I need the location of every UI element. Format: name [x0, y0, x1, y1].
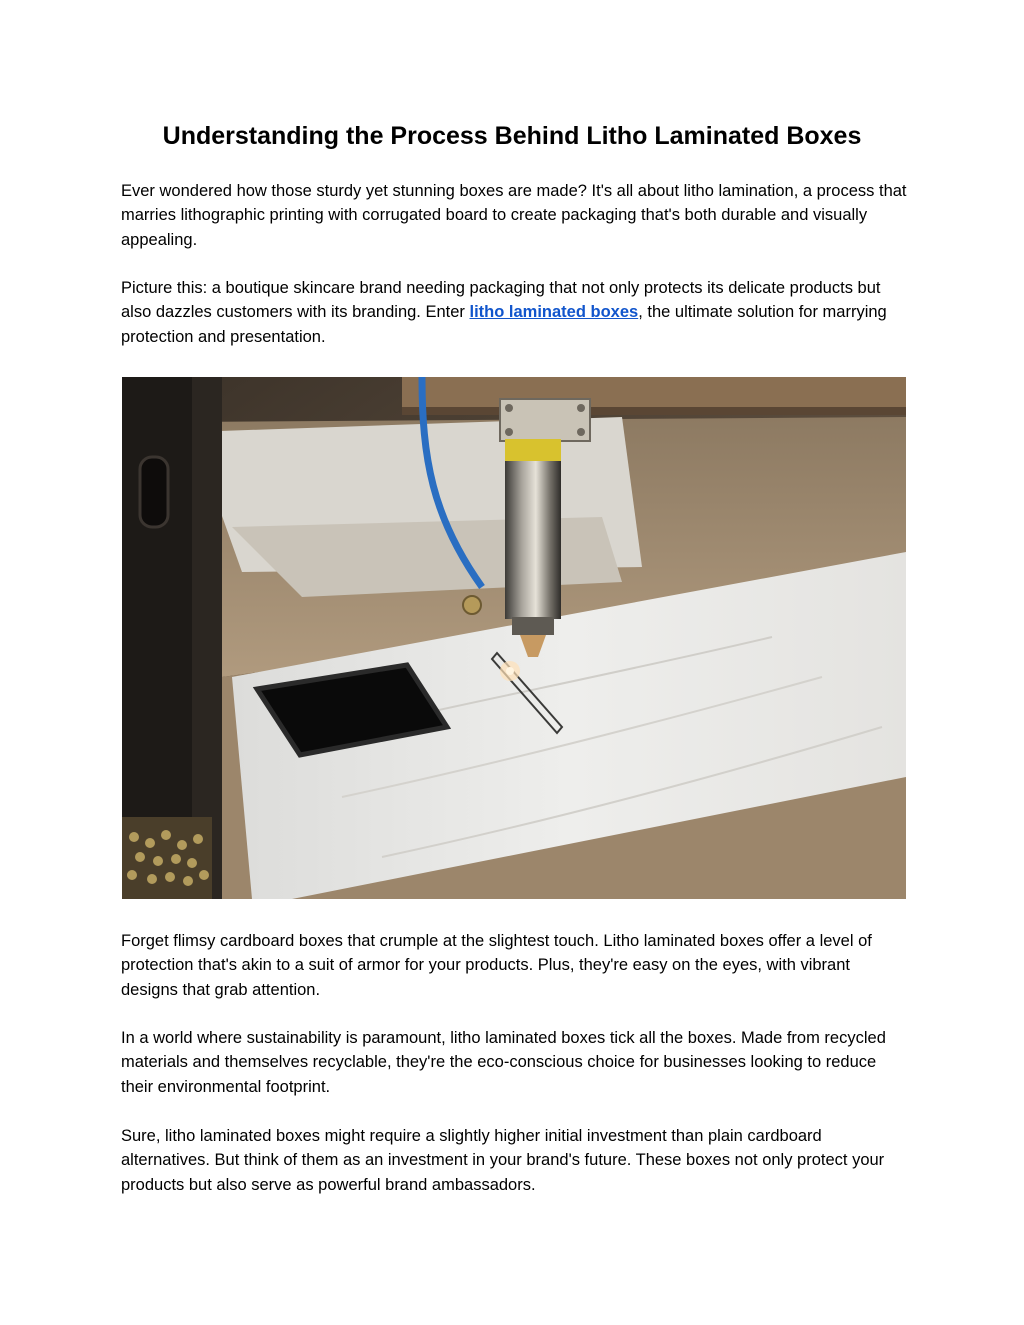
litho-laminated-boxes-link[interactable]: litho laminated boxes — [469, 303, 639, 322]
paragraph-example-text-start: Picture this: a boutique skincare brand needing packaging that not only protects its delicate products but also dazzles customers with its branding. Enter — [121, 279, 881, 322]
laser-cutter-photo — [122, 377, 906, 899]
paragraph-investment: Sure, litho laminated boxes might require a slightly higher initial investment than plain cardboard alternatives. But think of them as an investment in your brand's future. These boxes not only protect your products but also serve as powerful brand ambassadors. — [121, 1127, 885, 1194]
paragraph-protection: Forget flimsy cardboard boxes that crumple at the slightest touch. Litho laminated boxes offer a level of protection that's akin to a suit of armor for your products. Plus, they're easy on the eyes, with vibrant designs that grab attention. — [121, 932, 872, 999]
paragraph-example — [121, 276, 911, 349]
paragraph-intro: Ever wondered how those sturdy yet stunning boxes are made? It's all about litho lamination, a process that marries lithographic printing with corrugated board to create packaging that's both durable and visually appealing. — [121, 182, 907, 249]
paragraph-example-text-end: , the ultimate solution for marrying protection and presentation. — [121, 303, 887, 346]
paragraph-sustainability: In a world where sustainability is paramount, litho laminated boxes tick all the boxes. Made from recycled materials and themselves recyclable, they're the eco-conscious choice for businesses looking to reduce their environmental footprint. — [121, 1029, 886, 1096]
page-title: Understanding the Process Behind Litho Laminated Boxes — [162, 122, 862, 150]
